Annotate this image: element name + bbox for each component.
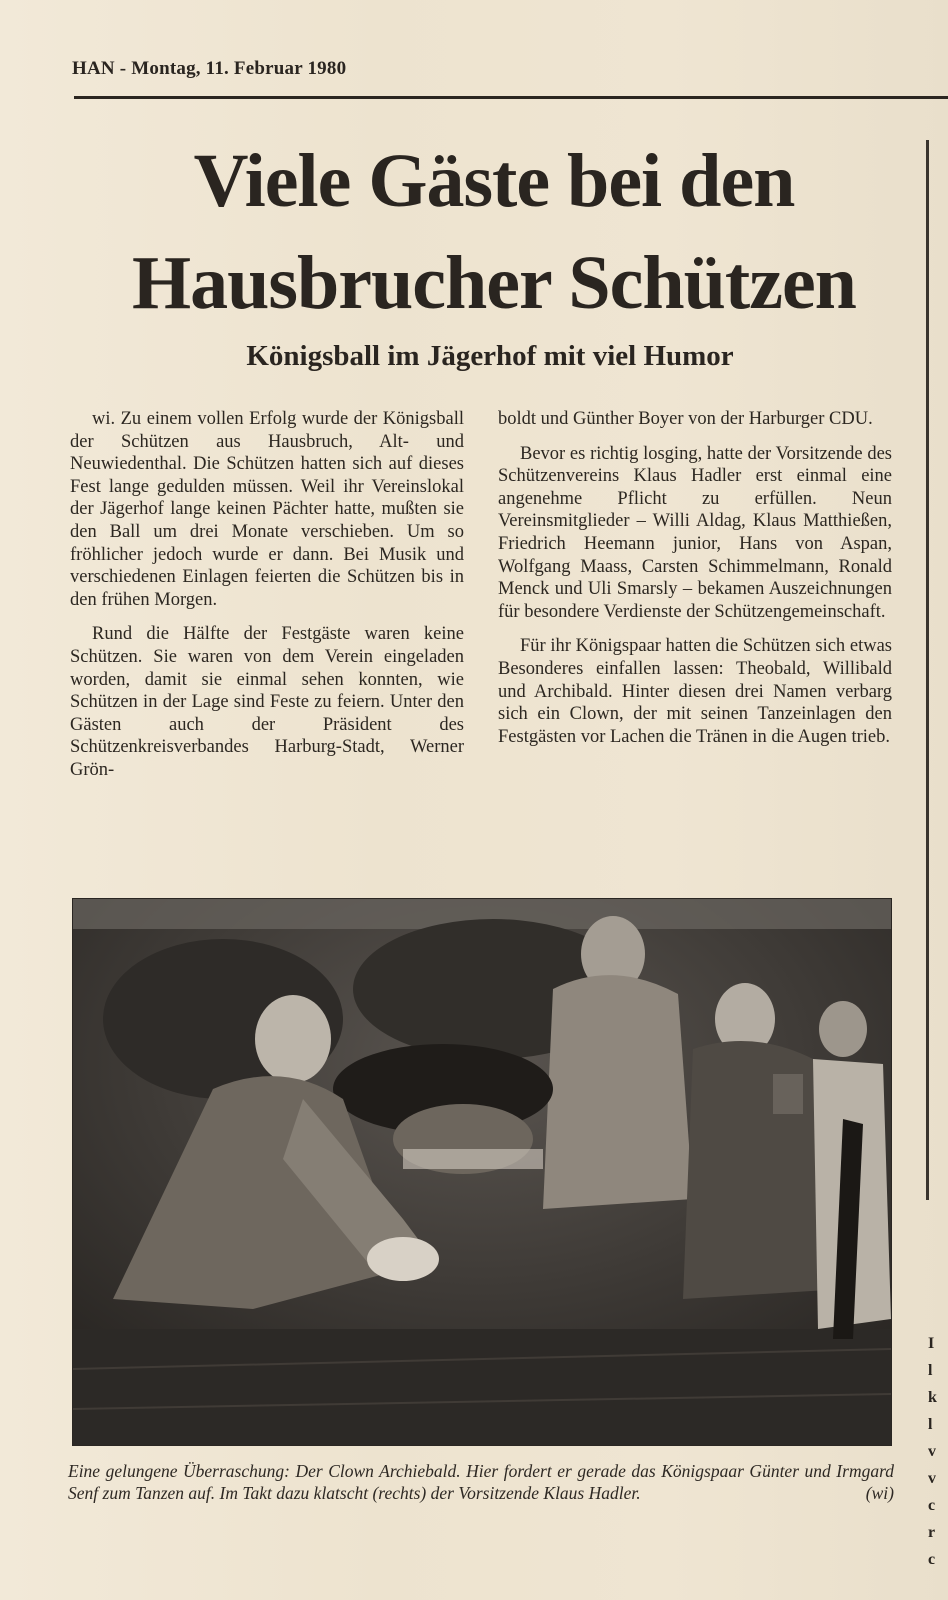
caption-text: Eine gelungene Überraschung: Der Clown Archiebald. Hier fordert er gerade das Königspaar Günter und Irmgard Senf zum Tanzen auf. Im Takt dazu klatscht (rechts) der Vorsitzende Klaus Hadler. <box>68 1461 894 1503</box>
photo-caption <box>68 1460 894 1504</box>
article-photo <box>72 898 892 1446</box>
caption-credit: (wi) <box>865 1483 894 1503</box>
edge-mark: k <box>928 1389 937 1406</box>
paragraph: Für ihr Königspaar hatten die Schützen sich etwas Besonderes einfallen lassen: Theobald, Willibald und Archibald. Hinter diesen drei Namen verbarg sich ein Clown, der mit seinen Tanzeinlagen den Festgästen vor Lachen die Tränen in die Augen trieb. <box>498 636 892 747</box>
edge-mark: c <box>928 1497 936 1514</box>
page-edge-rule <box>926 140 929 1200</box>
paragraph: wi. Zu einem vollen Erfolg wurde der Königsball der Schützen aus Hausbruch, Alt- und Neuwiedenthal. Die Schützen hatten sich auf dieses Fest lange gedulden müssen. Weil ihr Vereinslokal der Jägerhof lange keinen Pächter hatte, mußten sie den Ball um drei Monate verschieben. Um so fröhlicher jedoch wurde er dann. Bei Musik und verschiedenen Einlagen feierten die Schützen bis in den frühen Morgen. <box>70 409 464 610</box>
paragraph: Bevor es richtig losging, hatte der Vorsitzende des Schützenvereins Klaus Hadler erst einmal eine angenehme Pflicht zu erfüllen. Neun Vereinsmitglieder – Willi Aldag, Klaus Matthießen, Friedrich Heemann junior, Hans von Aspan, Wolfgang Maass, Carsten Schimmelmann, Ronald Menck und Uli Smarsly – bekamen Auszeichnungen für besondere Verdienste der Schützengemeinschaft. <box>498 443 892 622</box>
header-rule <box>74 96 948 99</box>
subheadline: Königsball im Jägerhof mit viel Humor <box>246 340 734 372</box>
edge-mark: l <box>928 1362 933 1379</box>
edge-mark: r <box>928 1524 936 1541</box>
edge-mark: l <box>928 1416 933 1433</box>
paragraph: Rund die Hälfte der Festgäste waren keine Schützen. Sie waren von dem Verein eingeladen worden, damit sie einmal sehen konnten, wie Schützen in der Lage sind Feste zu feiern. Unter den Gästen auch der Präsident des Schützenkreisverbandes Harburg-Stadt, Werner Grön- <box>70 624 464 780</box>
dateline: HAN - Montag, 11. Februar 1980 <box>72 58 347 79</box>
article-column-left <box>70 408 464 794</box>
edge-mark: c <box>928 1551 936 1568</box>
edge-text-fragments <box>928 1330 948 1573</box>
edge-mark: v <box>928 1470 936 1487</box>
edge-mark: v <box>928 1443 936 1460</box>
paragraph: boldt und Günther Boyer von der Harburger CDU. <box>498 409 873 429</box>
headline-line-2: Hausbrucher Schützen <box>132 241 856 325</box>
headline <box>40 130 948 334</box>
edge-mark: I <box>928 1335 935 1352</box>
photo-illustration <box>73 899 891 1445</box>
article-column-right <box>498 408 892 760</box>
headline-line-1: Viele Gäste bei den <box>193 139 795 223</box>
